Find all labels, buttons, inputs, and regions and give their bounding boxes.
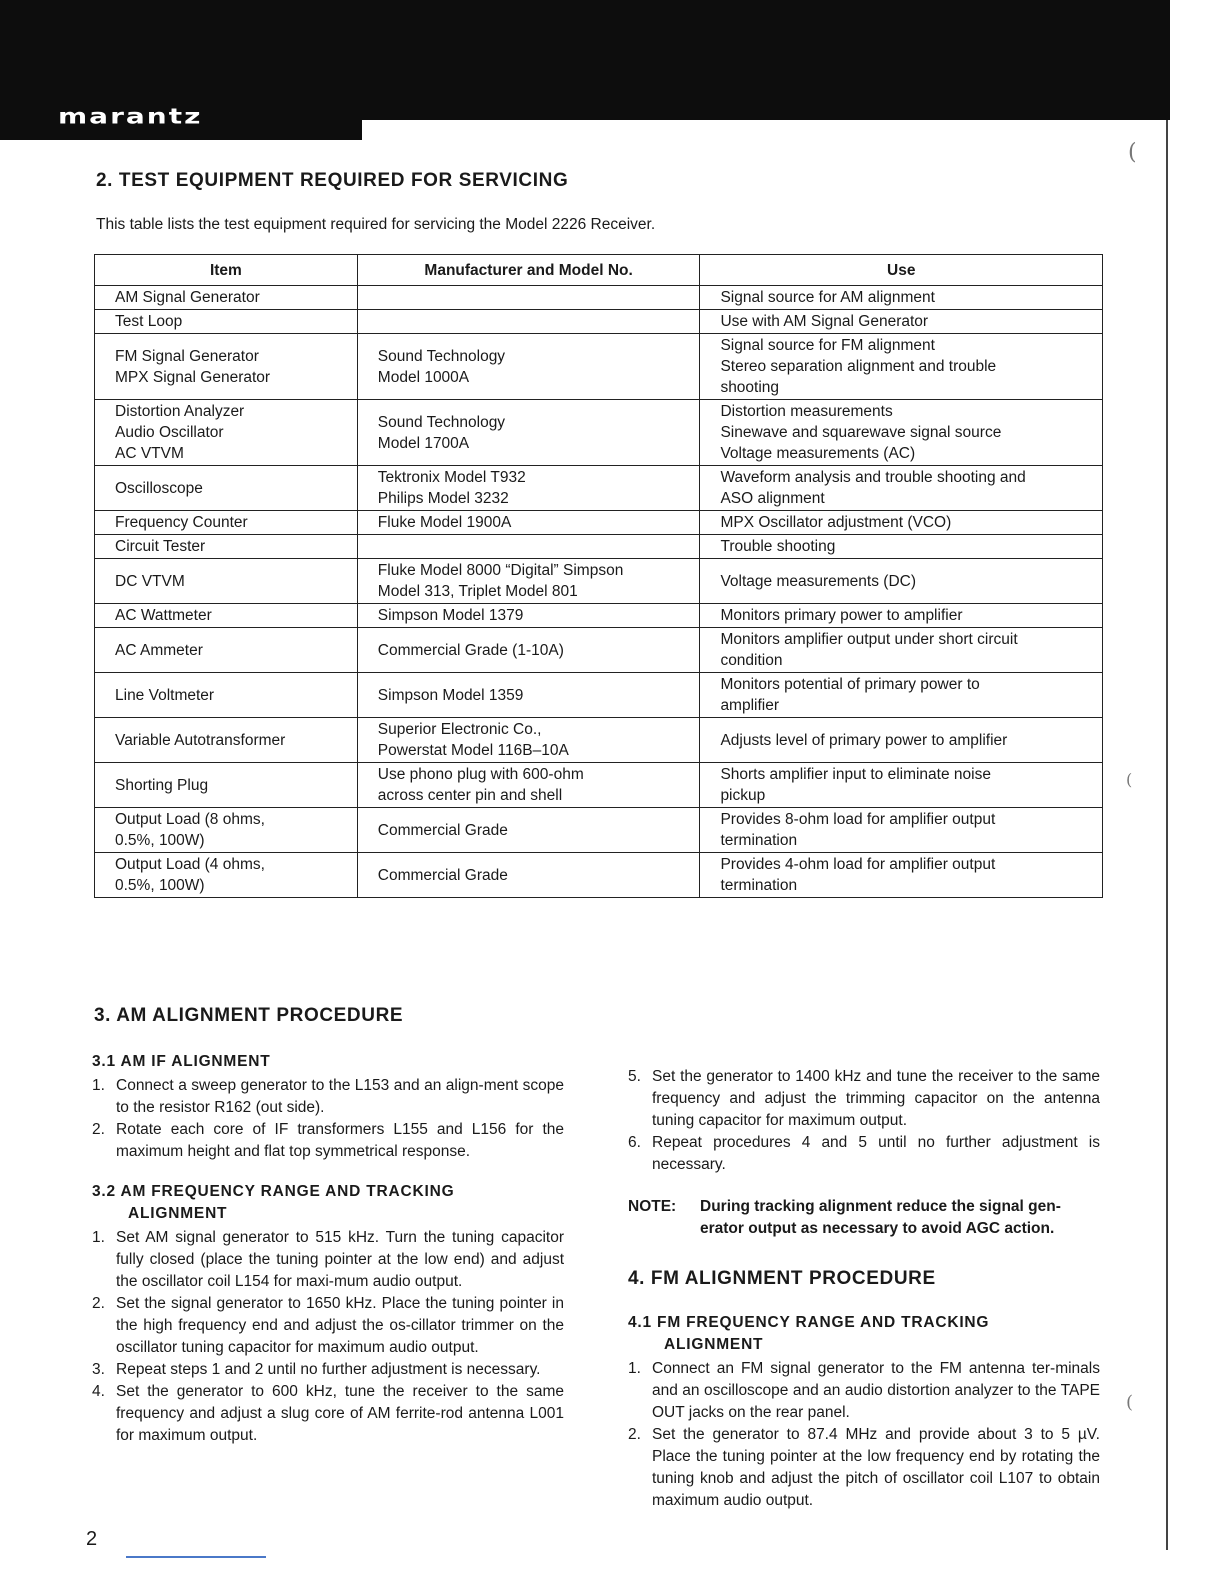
table-row bbox=[95, 763, 1103, 808]
section-2-intro: This table lists the test equipment required for servicing the Model 2226 Receiver. bbox=[96, 216, 656, 233]
cell-model bbox=[357, 334, 700, 400]
subsection-4-1-title bbox=[628, 1312, 1100, 1356]
cell-item-text: Output Load (4 ohms, 0.5%, 100W) bbox=[115, 856, 265, 894]
procedure-step bbox=[628, 1132, 1100, 1176]
section-3-left-column bbox=[92, 1051, 564, 1447]
section-4-column bbox=[628, 1312, 1100, 1512]
step-text: Set the generator to 87.4 MHz and provide about 3 to 5 µV. Place the tuning pointer at the low frequency end by rotating the tuning knob and adjust the pitch of oscillator coil L107 to obtain maximum audio output. bbox=[652, 1426, 1100, 1509]
table-row bbox=[95, 511, 1103, 535]
step-number: 2. bbox=[92, 1121, 105, 1138]
cell-model bbox=[357, 466, 700, 511]
cell-model bbox=[357, 853, 700, 898]
cell-use bbox=[700, 334, 1103, 400]
table-row bbox=[95, 853, 1103, 898]
section-3-right-column bbox=[628, 1066, 1100, 1240]
cell-model-text: Fluke Model 8000 “Digital” Simpson Model 313, Triplet Model 801 bbox=[377, 562, 624, 600]
procedure-step bbox=[92, 1359, 564, 1381]
table-row bbox=[95, 334, 1103, 400]
cell-item-text: Oscilloscope bbox=[115, 479, 203, 497]
cell-use-text: Use with AM Signal Generator bbox=[720, 313, 929, 330]
cell-item-text: Frequency Counter bbox=[115, 514, 248, 531]
table-row bbox=[95, 718, 1103, 763]
cell-item bbox=[95, 400, 358, 466]
cell-use-text: Adjusts level of primary power to amplifier bbox=[720, 731, 1008, 749]
procedure-step bbox=[92, 1075, 564, 1119]
cell-model bbox=[357, 808, 700, 853]
step-number: 1. bbox=[92, 1077, 105, 1094]
cell-model-text: Commercial Grade bbox=[377, 821, 508, 839]
step-text: Set the generator to 1400 kHz and tune the receiver to the same frequency and adjust the trimming capacitor on the antenna tuning capacitor for maximum output. bbox=[652, 1068, 1100, 1129]
header-bar bbox=[0, 0, 1170, 120]
cell-use bbox=[700, 763, 1103, 808]
cell-item bbox=[95, 673, 358, 718]
procedure-step bbox=[92, 1381, 564, 1447]
cell-model bbox=[357, 604, 700, 628]
table-header-row bbox=[95, 255, 1103, 286]
cell-item-text: AC Ammeter bbox=[115, 641, 203, 659]
section-2-title: 2. TEST EQUIPMENT REQUIRED FOR SERVICING bbox=[96, 170, 569, 191]
cell-use-text: Distortion measurements Sinewave and squarewave signal source Voltage measurements (AC) bbox=[720, 403, 1002, 462]
cell-use-text: Monitors primary power to amplifier bbox=[720, 607, 963, 624]
procedure-step bbox=[628, 1424, 1100, 1512]
cell-use bbox=[700, 286, 1103, 310]
cell-model-text: Sound Technology Model 1700A bbox=[377, 413, 506, 452]
cell-use-text: MPX Oscillator adjustment (VCO) bbox=[720, 514, 952, 531]
cell-item bbox=[95, 559, 358, 604]
cell-use-text: Voltage measurements (DC) bbox=[720, 572, 916, 590]
cell-use bbox=[700, 604, 1103, 628]
binding-mark-icon: ( bbox=[1128, 140, 1137, 165]
cell-item bbox=[95, 310, 358, 334]
cell-model bbox=[357, 511, 700, 535]
cell-item bbox=[95, 763, 358, 808]
step-text: Set the signal generator to 1650 kHz. Place the tuning pointer in the high frequency end and adjust the os-cillator trimmer on the oscillator tuning capacitor for maximum audio output. bbox=[116, 1295, 564, 1356]
cell-use bbox=[700, 718, 1103, 763]
cell-item bbox=[95, 334, 358, 400]
note-label: NOTE: bbox=[628, 1198, 677, 1215]
cell-model bbox=[357, 673, 700, 718]
binding-mark-icon: ( bbox=[1126, 1392, 1134, 1413]
subsection-3-2-title bbox=[92, 1181, 564, 1225]
cell-item-text: Variable Autotransformer bbox=[115, 731, 286, 749]
column-header-model: Manufacturer and Model No. bbox=[357, 255, 700, 286]
cell-model-text: Simpson Model 1359 bbox=[377, 686, 524, 704]
page-number: 2 bbox=[86, 1528, 98, 1550]
procedure-step bbox=[628, 1066, 1100, 1132]
table-row bbox=[95, 559, 1103, 604]
cell-use bbox=[700, 310, 1103, 334]
cell-use bbox=[700, 853, 1103, 898]
cell-item-text: AC Wattmeter bbox=[115, 607, 212, 624]
cell-item bbox=[95, 853, 358, 898]
step-text: Repeat procedures 4 and 5 until no further adjustment is necessary. bbox=[652, 1134, 1100, 1173]
cell-item-text: Test Loop bbox=[115, 313, 183, 330]
section-3-title: 3. AM ALIGNMENT PROCEDURE bbox=[94, 1005, 404, 1026]
cell-use bbox=[700, 559, 1103, 604]
cell-model-text: Sound Technology Model 1000A bbox=[377, 347, 506, 386]
cell-item-text: Line Voltmeter bbox=[115, 686, 215, 704]
section-4-title: 4. FM ALIGNMENT PROCEDURE bbox=[628, 1268, 936, 1289]
cell-item-text: Distortion Analyzer Audio Oscillator AC VTVM bbox=[115, 403, 245, 462]
cell-use-text: Signal source for FM alignment Stereo separation alignment and trouble shooting bbox=[720, 337, 997, 396]
step-text: Repeat steps 1 and 2 until no further adjustment is necessary. bbox=[116, 1361, 541, 1378]
table-row bbox=[95, 673, 1103, 718]
cell-model bbox=[357, 763, 700, 808]
cell-model-text: Commercial Grade (1-10A) bbox=[377, 641, 564, 659]
procedure-step bbox=[92, 1293, 564, 1359]
table-body bbox=[95, 286, 1103, 898]
cell-use-text: Monitors amplifier output under short circuit condition bbox=[720, 631, 1018, 669]
step-number: 2. bbox=[628, 1426, 641, 1443]
step-text: Set AM signal generator to 515 kHz. Turn the tuning capacitor fully closed (place the tuning pointer at the low end) and adjust the oscillator coil L154 for maxi-mum audio output. bbox=[116, 1229, 564, 1290]
cell-item bbox=[95, 511, 358, 535]
cell-item-text: AM Signal Generator bbox=[115, 289, 260, 306]
subsection-3-2-title-line1: 3.2 AM FREQUENCY RANGE AND TRACKING bbox=[92, 1183, 455, 1200]
table-row bbox=[95, 604, 1103, 628]
tracking-note bbox=[628, 1196, 1100, 1240]
cell-use-text: Shorts amplifier input to eliminate noise pickup bbox=[720, 766, 991, 804]
cell-model bbox=[357, 400, 700, 466]
subsection-4-1-title-line1: 4.1 FM FREQUENCY RANGE AND TRACKING bbox=[628, 1314, 990, 1331]
column-header-item: Item bbox=[95, 255, 358, 286]
cell-item-text: DC VTVM bbox=[115, 572, 185, 590]
cell-item-text: Shorting Plug bbox=[115, 776, 209, 794]
step-number: 6. bbox=[628, 1134, 641, 1151]
procedure-step bbox=[628, 1358, 1100, 1424]
cell-model bbox=[357, 310, 700, 334]
steps-3-continued bbox=[628, 1066, 1100, 1176]
cell-model-text: Use phono plug with 600-ohm across center pin and shell bbox=[377, 766, 584, 804]
column-header-use: Use bbox=[700, 255, 1103, 286]
cell-use-text: Trouble shooting bbox=[720, 538, 836, 555]
cell-model bbox=[357, 559, 700, 604]
procedure-step bbox=[92, 1119, 564, 1163]
cell-use-text: Signal source for AM alignment bbox=[720, 289, 935, 306]
step-number: 1. bbox=[628, 1360, 641, 1377]
subsection-4-1-title-line2: ALIGNMENT bbox=[664, 1336, 764, 1353]
cell-item bbox=[95, 286, 358, 310]
cell-use bbox=[700, 808, 1103, 853]
cell-use bbox=[700, 511, 1103, 535]
note-text: During tracking alignment reduce the signal gen-erator output as necessary to avoid AGC action. bbox=[700, 1198, 1061, 1237]
cell-model bbox=[357, 535, 700, 559]
cell-model-text: Superior Electronic Co., Powerstat Model 116B–10A bbox=[377, 721, 569, 759]
cell-item-text: Circuit Tester bbox=[115, 538, 206, 555]
marantz-logo: marantz bbox=[58, 103, 203, 129]
steps-3-1 bbox=[92, 1075, 564, 1163]
cell-item bbox=[95, 466, 358, 511]
cell-model bbox=[357, 718, 700, 763]
footer-line bbox=[126, 1556, 266, 1558]
table-row bbox=[95, 400, 1103, 466]
step-text: Rotate each core of IF transformers L155 and L156 for the maximum height and flat top symmetrical response. bbox=[116, 1121, 564, 1160]
table-row bbox=[95, 310, 1103, 334]
subsection-3-1-title: 3.1 AM IF ALIGNMENT bbox=[92, 1053, 271, 1070]
cell-use-text: Provides 4-ohm load for amplifier output termination bbox=[720, 856, 996, 894]
cell-item bbox=[95, 718, 358, 763]
step-text: Connect an FM signal generator to the FM antenna ter-minals and an oscilloscope and an audio distortion analyzer to the TAPE OUT jacks on the rear panel. bbox=[652, 1360, 1100, 1421]
cell-item bbox=[95, 535, 358, 559]
step-number: 5. bbox=[628, 1068, 641, 1085]
test-equipment-table bbox=[94, 254, 1103, 898]
step-number: 4. bbox=[92, 1383, 105, 1400]
table-row bbox=[95, 808, 1103, 853]
cell-model bbox=[357, 628, 700, 673]
cell-model bbox=[357, 286, 700, 310]
steps-3-2 bbox=[92, 1227, 564, 1447]
steps-4-1 bbox=[628, 1358, 1100, 1512]
cell-use bbox=[700, 673, 1103, 718]
right-margin-rule bbox=[1166, 120, 1168, 1550]
cell-use-text: Waveform analysis and trouble shooting and ASO alignment bbox=[720, 469, 1026, 507]
cell-use bbox=[700, 400, 1103, 466]
cell-use bbox=[700, 466, 1103, 511]
cell-item bbox=[95, 604, 358, 628]
table-row bbox=[95, 286, 1103, 310]
cell-item bbox=[95, 628, 358, 673]
cell-use bbox=[700, 628, 1103, 673]
procedure-step bbox=[92, 1227, 564, 1293]
table-row bbox=[95, 535, 1103, 559]
step-text: Connect a sweep generator to the L153 and an align-ment scope to the resistor R162 (out side). bbox=[116, 1077, 564, 1116]
cell-use-text: Provides 8-ohm load for amplifier output termination bbox=[720, 811, 996, 849]
table-row bbox=[95, 628, 1103, 673]
step-number: 2. bbox=[92, 1295, 105, 1312]
cell-use bbox=[700, 535, 1103, 559]
cell-item-text: FM Signal Generator MPX Signal Generator bbox=[115, 347, 271, 386]
cell-model-text: Tektronix Model T932 Philips Model 3232 bbox=[377, 469, 526, 507]
cell-model-text: Fluke Model 1900A bbox=[377, 514, 512, 531]
cell-item-text: Output Load (8 ohms, 0.5%, 100W) bbox=[115, 811, 265, 849]
table-row bbox=[95, 466, 1103, 511]
step-number: 3. bbox=[92, 1361, 105, 1378]
step-text: Set the generator to 600 kHz, tune the receiver to the same frequency and adjust a slug core of AM ferrite-rod antenna L001 for maximum output. bbox=[116, 1383, 564, 1444]
cell-item bbox=[95, 808, 358, 853]
step-number: 1. bbox=[92, 1229, 105, 1246]
cell-model-text: Simpson Model 1379 bbox=[377, 607, 524, 624]
cell-model-text: Commercial Grade bbox=[377, 866, 508, 884]
cell-use-text: Monitors potential of primary power to amplifier bbox=[720, 676, 980, 714]
binding-mark-icon: ( bbox=[1126, 770, 1133, 789]
subsection-3-2-title-line2: ALIGNMENT bbox=[128, 1205, 228, 1222]
